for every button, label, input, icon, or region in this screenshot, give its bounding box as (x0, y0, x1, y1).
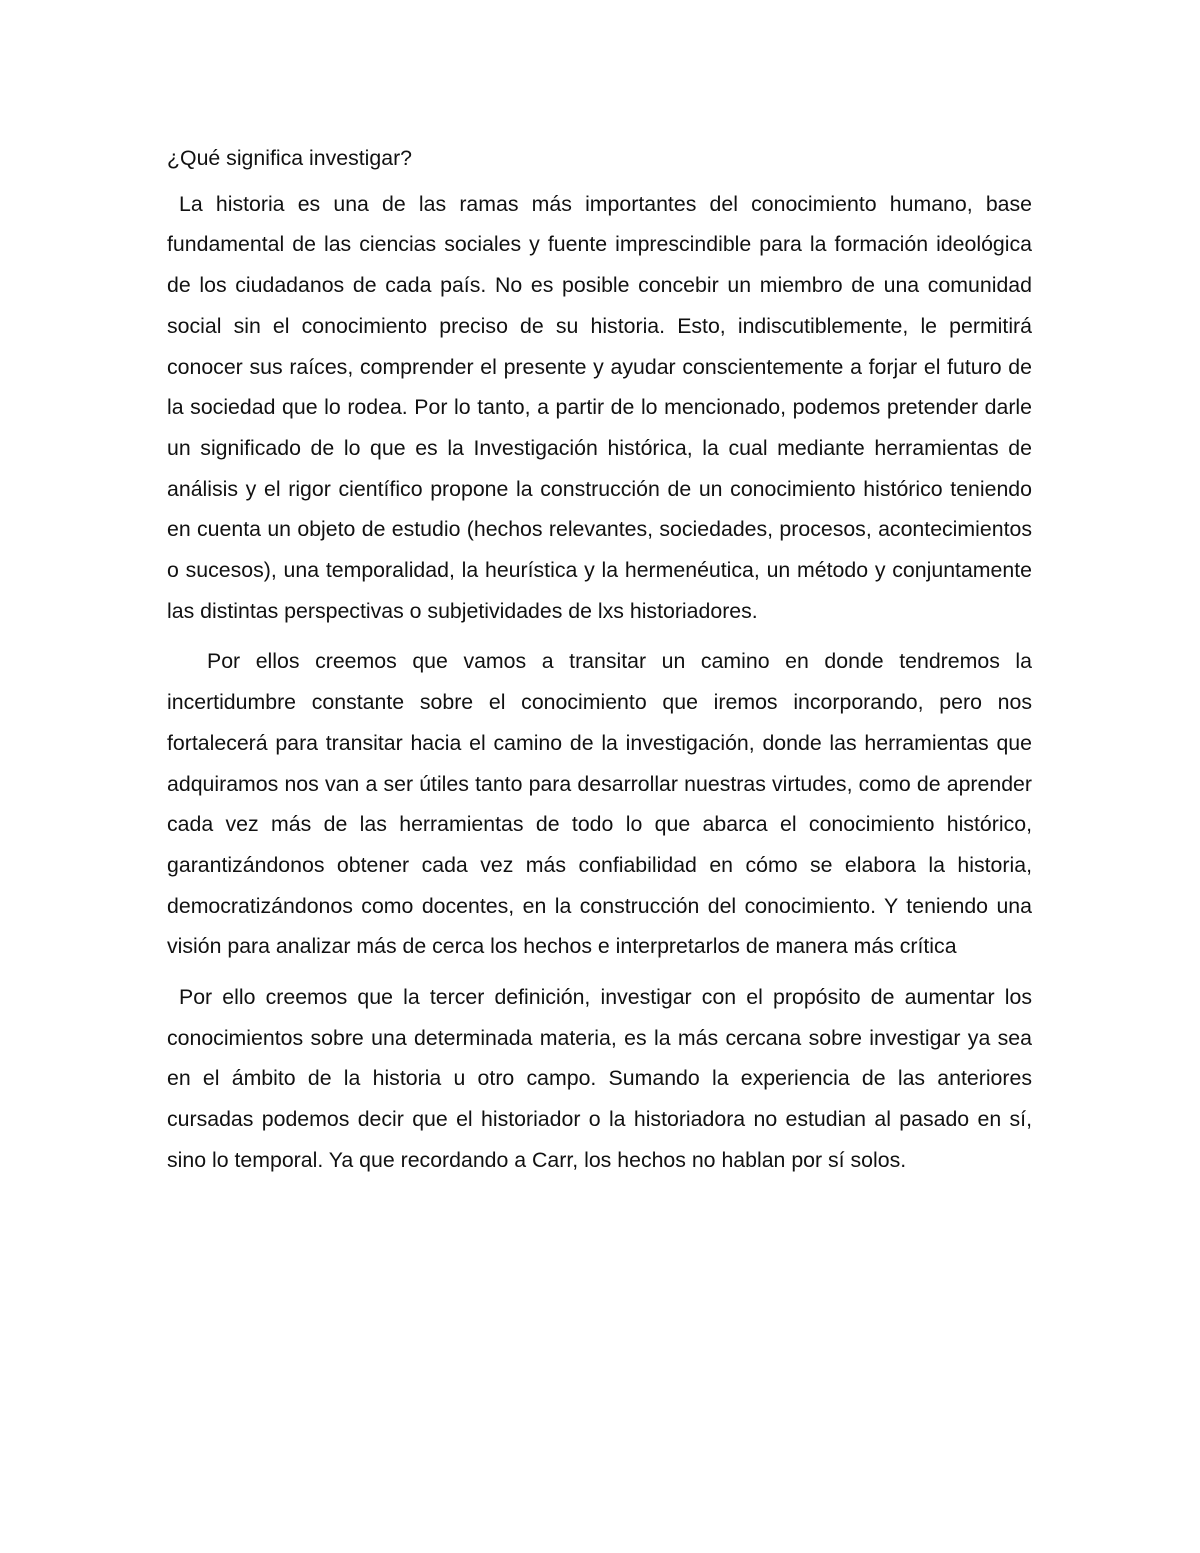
paragraph-1: La historia es una de las ramas más importantes del conocimiento humano, base fundamental de las ciencias sociales y fuente imprescindible para la formación ideológica de los ciudadanos de cada país. No es posible concebir un miembro de una comunidad social sin el conocimiento preciso de su historia. Esto, indiscutiblemente, le permitirá conocer sus raíces, comprender el presente y ayudar conscientemente a forjar el futuro de la sociedad que lo rodea. Por lo tanto, a partir de lo mencionado, podemos pretender darle un significado de lo que es la Investigación histórica, la cual mediante herramientas de análisis y el rigor científico propone la construcción de un conocimiento histórico teniendo en cuenta un objeto de estudio (hechos relevantes, sociedades, procesos, acontecimientos o sucesos), una temporalidad, la heurística y la hermenéutica, un método y conjuntamente las distintas perspectivas o subjetividades de lxs historiadores. (167, 191, 1032, 623)
paragraph-2: Por ellos creemos que vamos a transitar un camino en donde tendremos la incertidumbre constante sobre el conocimiento que iremos incorporando, pero nos fortalecerá para transitar hacia el camino de la investigación, donde las herramientas que adquiramos nos van a ser útiles tanto para desarrollar nuestras virtudes, como de aprender cada vez más de las herramientas de todo lo que abarca el conocimiento histórico, garantizándonos obtener cada vez más confiabilidad en cómo se elabora la historia, democratizándonos como docentes, en la construcción del conocimiento. Y teniendo una visión para analizar más de cerca los hechos e interpretarlos de manera más crítica (167, 649, 1032, 959)
paragraph-3: Por ello creemos que la tercer definición, investigar con el propósito de aumentar los conocimientos sobre una determinada materia, es la más cercana sobre investigar ya sea en el ámbito de la historia u otro campo. Sumando la experiencia de las anteriores cursadas podemos decir que el historiador o la historiadora no estudian al pasado en sí, sino lo temporal. Ya que recordando a Carr, los hechos no hablan por sí solos. (167, 985, 1032, 1172)
document-body (167, 138, 1032, 1191)
document-title: ¿Qué significa investigar? (167, 146, 413, 170)
